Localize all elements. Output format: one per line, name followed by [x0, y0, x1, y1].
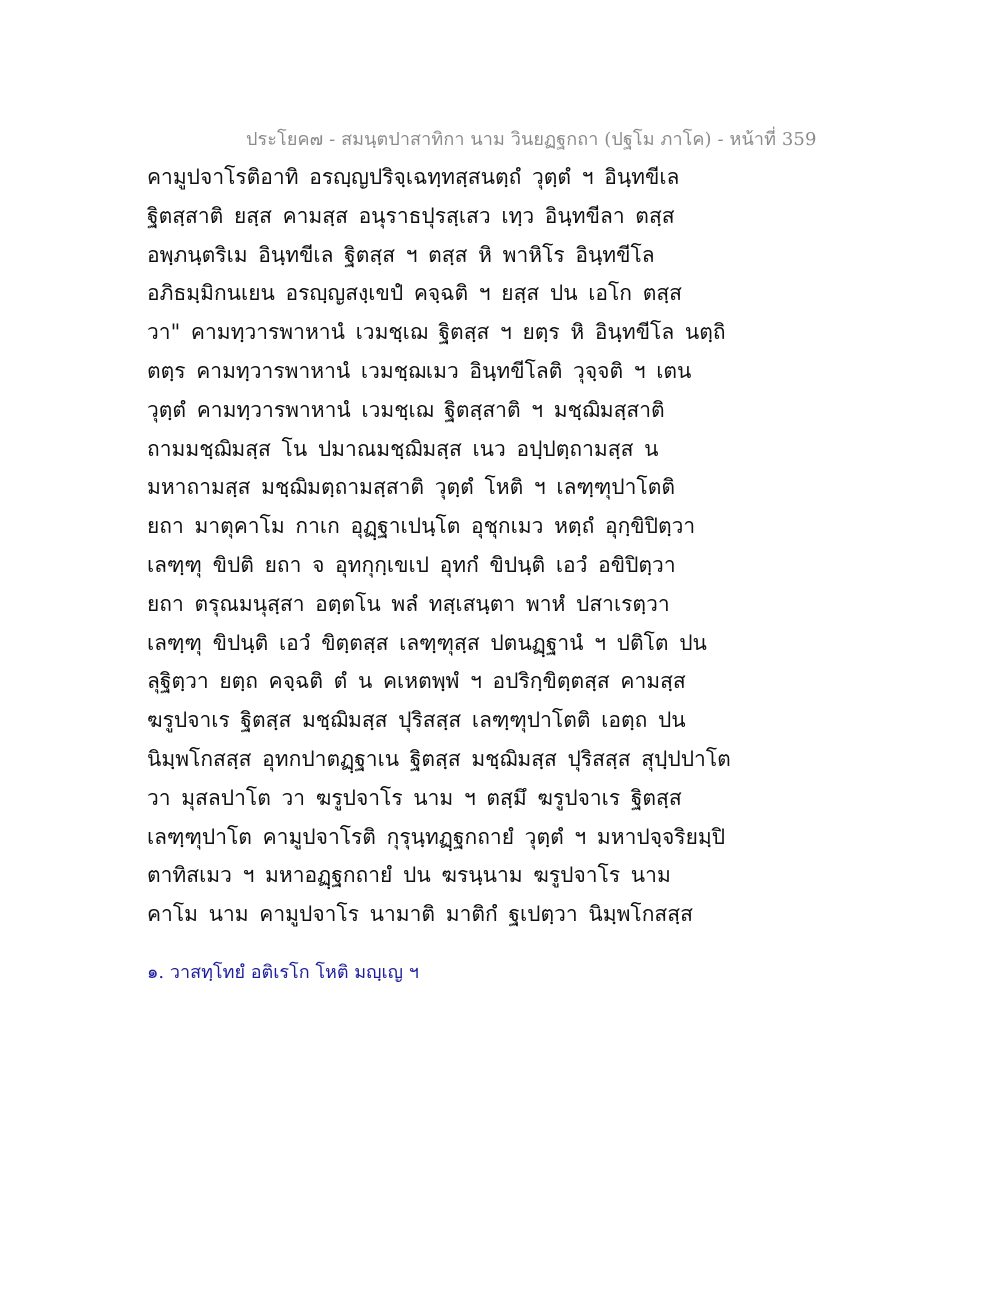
text-line: นิมฺพโกสสฺส อุทกปาตฏฺฐาเน ฐิตสฺส มชฺฌิมสฺส ปุริสสฺส สุปฺปปาโต — [147, 746, 731, 771]
text-line: วุตฺตํ คามทฺวารพาหานํ เวมชฺเฌ ฐิตสฺสาติ ฯ มชฺฌิมสฺสาติ — [147, 397, 665, 422]
text-line: เลฑฺฑุ ขิปติ ยถา จ อุทกุกฺเขเป อุทกํ ขิปนฺติ เอวํ อขิปิตฺวา — [147, 552, 676, 577]
text-line: คาโม นาม คามูปจาโร นามาติ มาติกํ ฐเปตฺวา นิมฺพโกสสฺส — [147, 902, 693, 927]
text-line: คามูปจาโรติอาทิ อรญฺญปริจฺเฉทฺทสฺสนตฺถํ วุตฺตํ ฯ อินฺทขีเล — [147, 165, 680, 189]
text-line: ตตฺร คามทฺวารพาหานํ เวมชฺฌเมว อินฺทขีโลติ วุจฺจติ ฯ เตน — [147, 358, 692, 383]
text-line: มหาถามสฺส มชฺฌิมตฺถามสฺสาติ วุตฺตํ โหติ ฯ เลฑฺฑุปาโตติ — [147, 475, 675, 500]
text-line: ลุฐิตฺวา ยตฺถ คจฺฉติ ตํ น คเหตพฺพํ ฯ อปริกฺขิตฺตสฺส คามสฺส — [147, 669, 686, 694]
text-line: อภิธมฺมิกนเยน อรญฺญสงฺเขปํ คจฺฉติ ฯ ยสฺส ปน เอโก ตสฺส — [147, 281, 682, 306]
text-line: ยถา ตรุณมนุสฺสา อตฺตโน พลํ ทสฺเสนฺตา พาหํ ปสาเรตฺวา — [147, 591, 670, 616]
text-line: ยถา มาตุคาโม กาเก อุฏฺฐาเปนฺโต อุชุกเมว หตฺถํ อุกฺขิปิตฺวา — [147, 514, 696, 539]
body-text — [147, 158, 731, 934]
text-line: วา" คามทฺวารพาหานํ เวมชฺเฌ ฐิตสฺส ฯ ยตฺร หิ อินฺทขีโล นตฺถิ — [147, 320, 726, 345]
footnote: ๑. วาสทฺโทยํ อติเรโก โหติ มญฺเญ ฯ — [147, 962, 419, 983]
text-line: ตาทิสเมว ฯ มหาอฏฺฐกถายํ ปน ฆรนฺนาม ฆรูปจาโร นาม — [147, 863, 671, 888]
text-line: เลฑฺฑุปาโต คามูปจาโรติ กุรุนฺทฏฺฐกถายํ วุตฺตํ ฯ มหาปจฺจริยมฺปิ — [147, 824, 726, 849]
text-line: อพฺภนฺตริเม อินฺทขีเล ฐิตสฺส ฯ ตสฺส หิ พาหิโร อินฺทขีโล — [147, 242, 655, 267]
text-line: ฐิตสฺสาติ ยสฺส คามสฺส อนุราธปุรสฺเสว เทฺว อินฺทขีลา ตสฺส — [147, 203, 675, 228]
text-line: วา มุสลปาโต วา ฆรูปจาโร นาม ฯ ตสฺมึ ฆรูปจาเร ฐิตสฺส — [147, 785, 682, 810]
page-header: ประโยค๗ - สมนฺตปาสาทิกา นาม วินยฏฐกถา (ปฐโม ภาโค) - หน้าที่ 359 — [246, 129, 817, 150]
text-line: ฆรูปจาเร ฐิตสฺส มชฺฌิมสฺส ปุริสสฺส เลฑฺฑุปาโตติ เอตฺถ ปน — [147, 708, 686, 733]
text-line: เลฑฺฑุ ขิปนฺติ เอวํ ขิตฺตสฺส เลฑฺฑุสฺส ปตนฏฺฐานํ ฯ ปติโต ปน — [147, 630, 707, 655]
text-line: ถามมชฺฌิมสฺส โน ปมาณมชฺฌิมสฺส เนว อปฺปตฺถามสฺส น — [147, 436, 659, 461]
